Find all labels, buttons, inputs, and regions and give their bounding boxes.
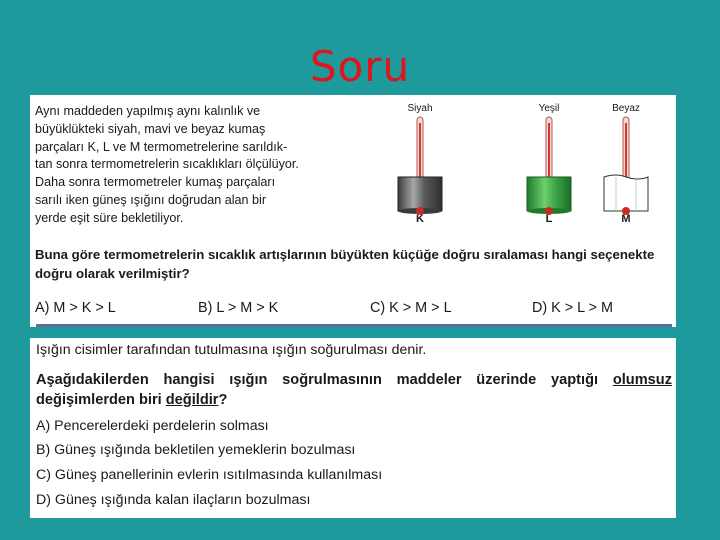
intro-line: büyüklükteki siyah, mavi ve beyaz kumaş — [35, 121, 266, 136]
option-c[interactable]: C) K > M > L — [370, 300, 452, 316]
question-2-intro: Işığın cisimler tarafından tutulmasına ışığın soğurulması denir. — [36, 342, 427, 358]
intro-line: Aynı maddeden yapılmış aynı kalınlık ve — [35, 104, 261, 118]
intro-line: parçaları K, L ve M termometrelerine sarıldık- — [35, 139, 288, 154]
question-1-panel — [30, 95, 676, 327]
question-1-options — [30, 300, 676, 322]
question-2-emphasis-not: değildir — [165, 392, 219, 408]
thermometer-letter: K — [416, 213, 424, 225]
thermometer-black-fabric-illustration — [380, 115, 460, 215]
thermometer-color-label: Siyah — [407, 103, 433, 114]
question-2-text-start: Aşağıdakilerden hangisi ışığın soğrulmasının maddeler üzerinde yaptığı — [36, 372, 613, 388]
question-2-text — [36, 370, 672, 410]
intro-line: Daha sonra termometreler kumaş parçaları — [35, 175, 276, 190]
divider — [36, 324, 672, 327]
question-2-text-end: ? — [218, 392, 228, 408]
intro-line: sarılı iken güneş ışığını doğrudan alan bir — [35, 192, 267, 207]
thermometer-m — [586, 101, 666, 227]
option-a[interactable]: A) M > K > L — [35, 300, 116, 316]
option-d[interactable]: D) K > L > M — [532, 300, 614, 316]
question-2-text-middle: değişimlerden biri — [36, 392, 166, 408]
option-c[interactable]: C) Güneş panellerinin evlerin ısıtılmasında kullanılması — [36, 467, 383, 483]
thermometer-k — [380, 101, 460, 227]
option-a[interactable]: A) Pencerelerdeki perdelerin solması — [36, 418, 269, 434]
intro-line: tan sonra termometrelerin sıcaklıkları ölçülüyor. — [35, 157, 299, 172]
question-1-intro — [35, 103, 347, 228]
question-2-emphasis-negative: olumsuz — [612, 372, 672, 388]
thermometer-color-label: Beyaz — [612, 103, 640, 114]
option-b[interactable]: B) L > M > K — [198, 300, 279, 316]
slide-title: Soru — [309, 42, 411, 91]
thermometer-letter: M — [621, 213, 631, 225]
option-b[interactable]: B) Güneş ışığında bekletilen yemeklerin bozulması — [36, 442, 356, 458]
thermometer-letter: L — [545, 213, 553, 225]
option-d[interactable]: D) Güneş ışığında kalan ilaçların bozulması — [36, 492, 311, 508]
question-1-text: Buna göre termometrelerin sıcaklık artışlarının büyükten küçüğe doğru sıralaması hangi seçenekte doğru olarak verilmiştir? — [35, 247, 655, 281]
intro-line: yerde eşit süre bekletiliyor. — [35, 210, 184, 225]
question-2-panel — [30, 338, 676, 518]
thermometer-white-fabric-illustration — [586, 115, 666, 215]
thermometer-green-fabric-illustration — [509, 115, 589, 215]
thermometer-l — [509, 101, 589, 227]
thermometer-color-label: Yeşil — [538, 103, 560, 114]
